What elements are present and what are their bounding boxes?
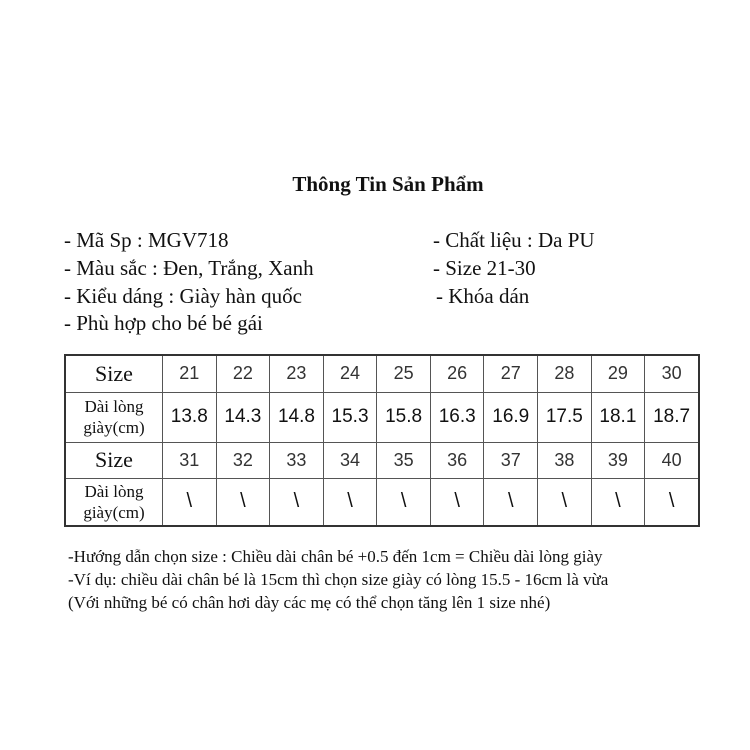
size-cell: 30 <box>645 355 699 392</box>
size-cell: 27 <box>484 355 538 392</box>
size-header-cell: Size <box>65 355 163 392</box>
length-cell-empty: \ <box>163 478 217 526</box>
size-cell: 32 <box>216 442 270 478</box>
size-cell: 21 <box>163 355 217 392</box>
size-cell: 25 <box>377 355 431 392</box>
length-header-cell <box>65 392 163 442</box>
size-row-2 <box>65 442 699 478</box>
page-title: Thông Tin Sản Phẩm <box>292 172 484 196</box>
size-cell: 31 <box>163 442 217 478</box>
size-cell: 23 <box>270 355 324 392</box>
size-cell: 36 <box>430 442 484 478</box>
info-product-code: - Mã Sp : MGV718 <box>64 228 229 252</box>
size-cell: 29 <box>591 355 645 392</box>
length-cell: 13.8 <box>163 392 217 442</box>
size-chart-table <box>64 354 700 527</box>
length-label-line-1: Dài lòng <box>84 481 144 501</box>
size-header-cell: Size <box>65 442 163 478</box>
info-closure: - Khóa dán <box>436 284 530 308</box>
size-cell: 22 <box>216 355 270 392</box>
length-cell: 17.5 <box>538 392 592 442</box>
info-colors: - Màu sắc : Đen, Trắng, Xanh <box>64 256 314 280</box>
length-cell-empty: \ <box>430 478 484 526</box>
info-material: - Chất liệu : Da PU <box>433 228 595 252</box>
length-cell-empty: \ <box>377 478 431 526</box>
size-cell: 24 <box>323 355 377 392</box>
length-cell-empty: \ <box>591 478 645 526</box>
length-row-1 <box>65 392 699 442</box>
length-cell-empty: \ <box>216 478 270 526</box>
length-cell-empty: \ <box>270 478 324 526</box>
length-cell: 15.8 <box>377 392 431 442</box>
size-cell: 34 <box>323 442 377 478</box>
size-cell: 37 <box>484 442 538 478</box>
size-cell: 28 <box>538 355 592 392</box>
length-cell-empty: \ <box>484 478 538 526</box>
size-cell: 38 <box>538 442 592 478</box>
size-cell: 35 <box>377 442 431 478</box>
length-row-2 <box>65 478 699 526</box>
length-cell-empty: \ <box>323 478 377 526</box>
size-cell: 40 <box>645 442 699 478</box>
length-cell: 18.1 <box>591 392 645 442</box>
length-label-line-1: Dài lòng <box>84 397 144 416</box>
length-cell-empty: \ <box>538 478 592 526</box>
size-row-1 <box>65 355 699 392</box>
info-style: - Kiểu dáng : Giày hàn quốc <box>64 284 302 308</box>
length-cell: 15.3 <box>323 392 377 442</box>
length-cell: 16.9 <box>484 392 538 442</box>
info-size-range: - Size 21-30 <box>433 256 536 280</box>
length-cell: 18.7 <box>645 392 699 442</box>
size-cell: 26 <box>430 355 484 392</box>
length-cell: 16.3 <box>430 392 484 442</box>
size-cell: 33 <box>270 442 324 478</box>
size-tip-note: (Với những bé có chân hơi dày các mẹ có thể chọn tăng lên 1 size nhé) <box>68 593 551 612</box>
length-cell-empty: \ <box>645 478 699 526</box>
info-fit: - Phù hợp cho bé bé gái <box>64 311 263 335</box>
size-cell: 39 <box>591 442 645 478</box>
length-label-line-2: giày(cm) <box>83 418 145 437</box>
length-header-cell <box>65 478 163 526</box>
length-label-line-2: giày(cm) <box>83 502 145 522</box>
length-cell: 14.8 <box>270 392 324 442</box>
size-guide-note: -Hướng dẫn chọn size : Chiều dài chân bé +0.5 đến 1cm = Chiều dài lòng giày <box>68 547 603 566</box>
size-example-note: -Ví dụ: chiều dài chân bé là 15cm thì chọn size giày có lòng 15.5 - 16cm là vừa <box>68 570 609 589</box>
length-cell: 14.3 <box>216 392 270 442</box>
